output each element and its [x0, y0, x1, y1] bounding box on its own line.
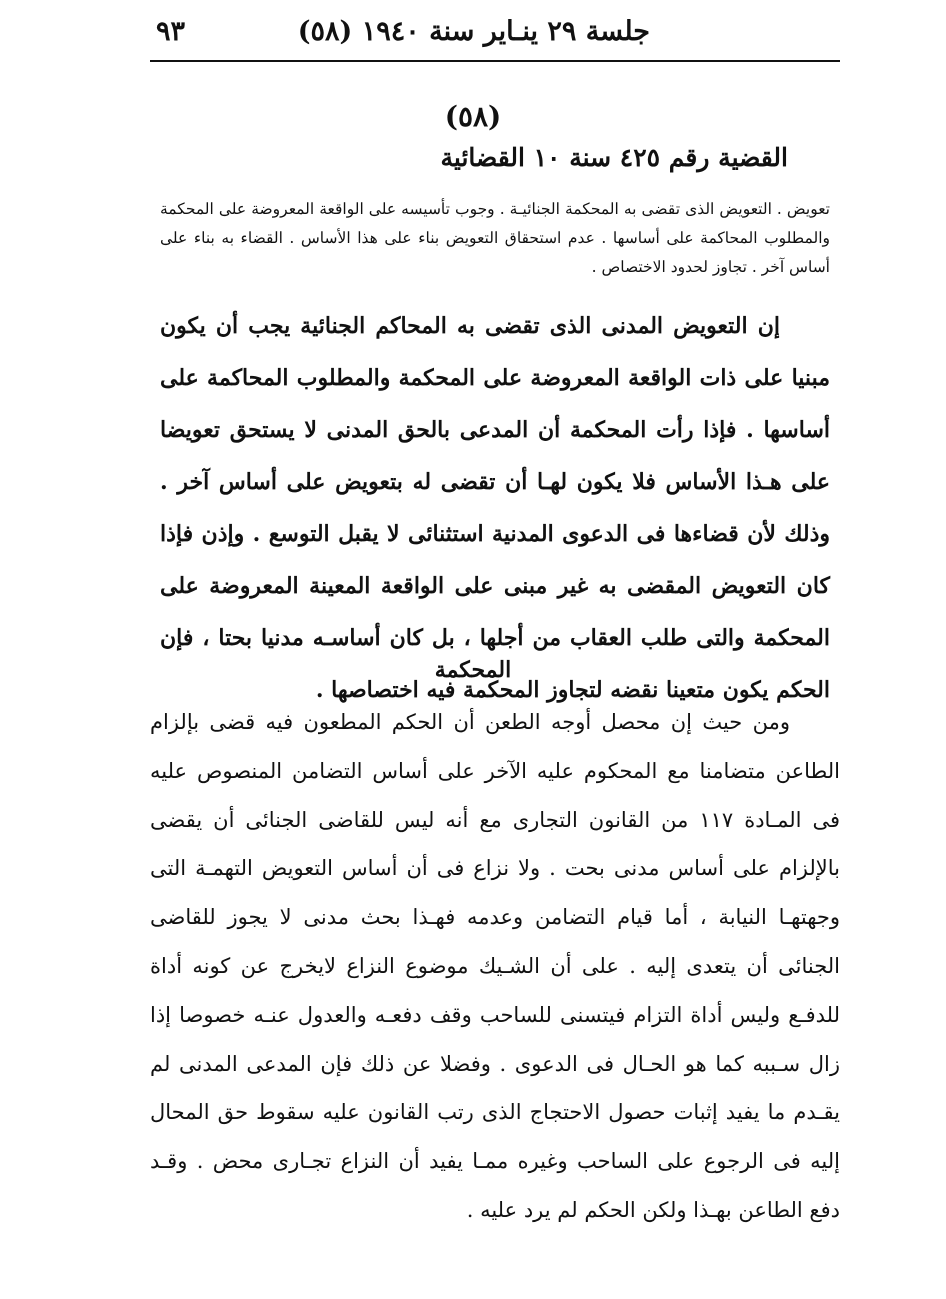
page-number: ٩٣	[156, 16, 186, 47]
case-title: القضية رقم ٤٢٥ سنة ١٠ القضائية	[440, 143, 788, 172]
header-divider	[150, 60, 840, 62]
session-date-title: جلسة ٢٩ ينـاير سنة ١٩٤٠ (٥٨)	[297, 16, 650, 47]
legal-principle: إن التعويض المدنى الذى تقضى به المحاكم الجنائية يجب أن يكون مبنيا على ذات الواقعة المعروضة على المحكمة والمطلوب المحاكمة على أساسها . فإذا رأت المحكمة أن المدعى بالحق المدنى لا يستحق تعويضا على هـذا الأساس فلا يكون لهـا أن تقضى له بتعويض على أساس آخر . وذلك لأن قضاءها فى الدعوى المدنية استثنائى لا يقبل التوسع . وإذن فإذا كان التعويض المقضى به غير مبنى على الواقعة المعينة المعروضة على المحكمة والتى طلب العقاب من أجلها ، بل كان أساسـه مدنيا بحتا ، فإن الحكم يكون متعينا نقضه لتجاوز المحكمة فيه اختصاصها .	[160, 313, 830, 703]
judgment-body	[150, 698, 840, 1235]
case-summary: تعويض . التعويض الذى تقضى به المحكمة الجنائيـة . وجوب تأسيسه على الواقعة المعروضة على المحكمة والمطلوب المحاكمة على أساسها . عدم استحقاق التعويض بناء على هذا الأساس . القضاء به بناء على أساس آخر . تجاوز لحدود الاختصاص .	[160, 200, 830, 276]
court-section-heading: المحكمة	[434, 657, 512, 683]
case-number: (٥٨)	[444, 100, 502, 133]
page-header	[150, 12, 840, 56]
judgment-paragraph: ومن حيث إن محصل أوجه الطعن أن الحكم المطعون فيه قضى بإلزام الطاعن متضامنا مع المحكوم عليه الآخر على أساس التضامن المنصوص عليه فى المـادة ١١٧ من القانون التجارى مع أنه ليس للقاضى الجنائى أن يقضى بالإلزام على أساس مدنى بحت . ولا نزاع فى أن أساس التعويض التهمـة التى وجهتهـا النيابة ، أما قيام التضامن وعدمه فهـذا بحث مدنى لا يجوز للقاضى الجنائى أن يتعدى إليه . على أن الشـيك موضوع النزاع لايخرج عن كونه أداة للدفـع وليس أداة التزام فيتسنى للساحب وقف دفعـه والعدول عنـه خصوصا إذا زال سـببه كما هو الحـال فى الدعوى . وفضلا عن ذلك فإن المدعى المدنى لم يقـدم ما يفيد إثبات حصول الاحتجاج الذى رتب القانون عليه سقوط حق المحال إليه فى الرجوع على الساحب وغيره ممـا يفيد أن النزاع تجـارى محض . وقـد دفع الطاعن بهـذا ولكن الحكم لم يرد عليه .	[150, 710, 840, 1222]
